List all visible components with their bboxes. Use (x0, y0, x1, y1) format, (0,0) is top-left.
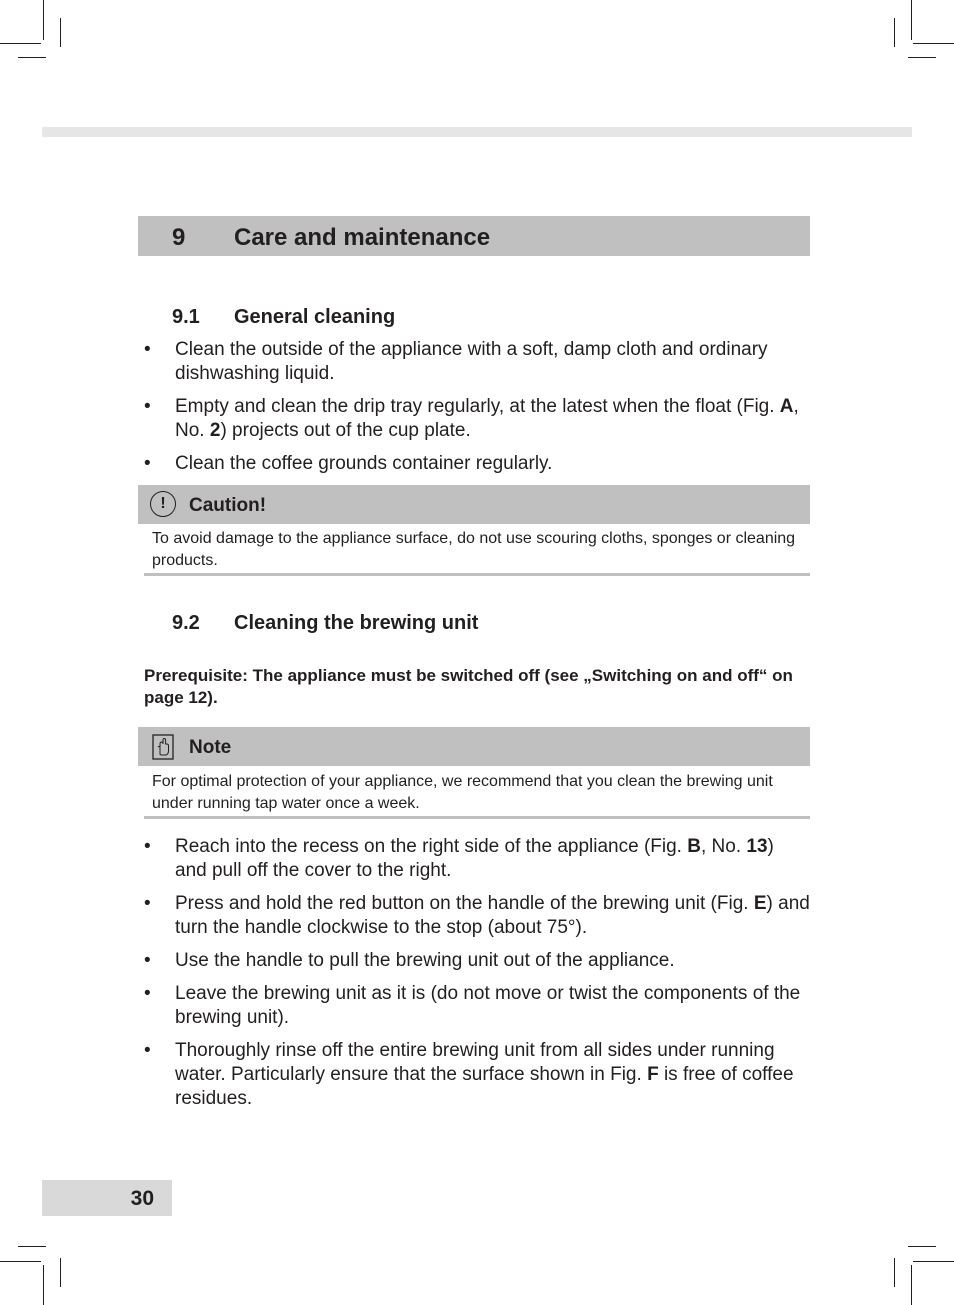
section-heading-general-cleaning (172, 305, 572, 329)
hand-note-icon (152, 734, 174, 760)
bullet-symbol: • (144, 396, 151, 417)
section-heading-brewing-unit (172, 611, 672, 635)
page-number: 30 (130, 1187, 154, 1210)
caution-divider (144, 573, 810, 576)
caution-header (138, 485, 810, 524)
bullet-symbol: • (144, 836, 151, 857)
caution-label: Caution! (189, 495, 267, 516)
list-item (144, 835, 810, 883)
list-item (144, 338, 810, 386)
bullet-symbol: • (144, 983, 151, 1004)
bullet-symbol: • (144, 950, 151, 971)
general-cleaning-list (144, 338, 810, 476)
list-item-text: Clean the coffee grounds container regularly. (175, 453, 553, 474)
list-item-text: Use the handle to pull the brewing unit out of the appliance. (175, 950, 675, 971)
list-item-text: ) and pull off the cover to the right. (175, 836, 774, 881)
note-divider (144, 816, 810, 819)
figure-ref: F (647, 1064, 659, 1085)
list-item-text: Empty and clean the drip tray regularly, at the latest when the float (Fig. (175, 396, 780, 417)
brewing-unit-steps-list (144, 835, 810, 1111)
list-item-text: , No. (700, 836, 747, 857)
section-number: 9.2 (172, 612, 200, 634)
list-item-text: Thoroughly rinse off the entire brewing unit from all sides under running water. Particularly ensure that the surface shown in Fig. (175, 1040, 775, 1085)
note-text: For optimal protection of your appliance, we recommend that you clean the brewing unit under running tap water once a week. (152, 773, 773, 812)
chapter-number: 9 (172, 224, 186, 251)
chapter-heading (138, 216, 810, 256)
list-item (144, 892, 810, 940)
exclamation-circle-icon: ! (150, 491, 176, 517)
list-item (144, 452, 810, 476)
figure-ref: A (779, 396, 794, 417)
page-number-box (42, 1180, 172, 1216)
chapter-title: Care and maintenance (234, 224, 491, 251)
caution-text: To avoid damage to the appliance surface, do not use scouring cloths, sponges or cleaning products. (152, 530, 796, 569)
bullet-symbol: • (144, 893, 151, 914)
header-bar (42, 127, 912, 137)
list-item-text: Press and hold the red button on the handle of the brewing unit (Fig. (175, 893, 754, 914)
figure-ref: E (753, 893, 767, 914)
bullet-symbol: • (144, 1040, 151, 1061)
section-title: General cleaning (234, 306, 396, 328)
section-number: 9.1 (172, 306, 200, 328)
list-item (144, 1039, 810, 1111)
list-item (144, 949, 810, 973)
bullet-symbol: • (144, 453, 151, 474)
figure-ref: B (687, 836, 701, 857)
section-title: Cleaning the brewing unit (234, 612, 479, 634)
list-item-text: Clean the outside of the appliance with a soft, damp cloth and ordinary dishwashing liquid. (175, 339, 768, 384)
note-label: Note (189, 737, 232, 758)
item-number-ref: 13 (746, 836, 768, 857)
list-item-text: ) and turn the handle clockwise to the stop (about 75°). (175, 893, 810, 938)
list-item-text: is free of coffee residues. (175, 1064, 794, 1109)
list-item (144, 982, 810, 1030)
list-item-text: Reach into the recess on the right side of the appliance (Fig. (175, 836, 688, 857)
list-item-text: , No. (175, 396, 799, 441)
list-item (144, 395, 810, 443)
item-number-ref: 2 (209, 420, 221, 441)
note-header (138, 727, 810, 766)
list-item-text: Leave the brewing unit as it is (do not move or twist the components of the brewing unit). (175, 983, 801, 1028)
list-item-text: ) projects out of the cup plate. (220, 420, 471, 441)
prerequisite-text: Prerequisite: The appliance must be switched off (see „Switching on and off“ on page 12). (144, 666, 793, 707)
bullet-symbol: • (144, 339, 151, 360)
